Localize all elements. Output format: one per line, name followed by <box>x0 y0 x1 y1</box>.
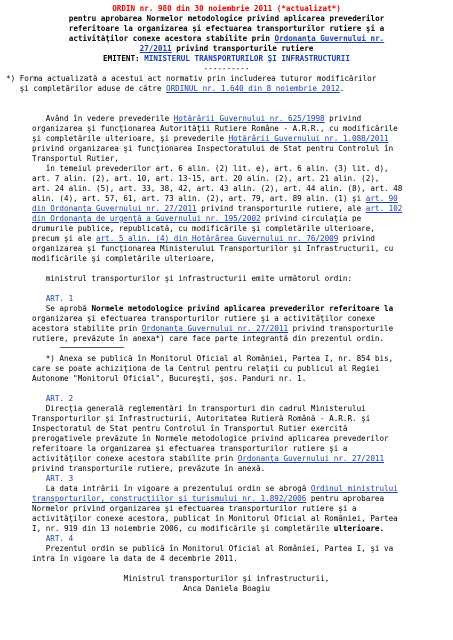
preamble-line-3: şi completările ulterioare, şi prevederile Hotărârii Guvernului nr. 1.088/2011 <box>32 134 389 143</box>
footnote-line-1: *) Anexa se publică în Monitorul Oficial al României, Partea I, nr. 854 bis, <box>32 354 394 363</box>
link-og-27-2011[interactable]: din Ordonanţa Guvernului nr. 27/2011 <box>32 204 197 213</box>
preamble-line-12: drumurile publice, republicată, cu modificările şi completările ulterioare, <box>32 224 375 233</box>
footnote-line-2: care se poate achiziţiona de la Centrul pentru relaţii cu publicul al Regiei <box>32 364 380 373</box>
article-2-line-1: Direcţia generală reglementări în transporturi din cadrul Ministerului <box>32 404 366 413</box>
title-line-5: 27/2011 privind transporturile rutiere <box>139 44 314 53</box>
article-1-line-4: rutiere, prevăzute în anexa*) care face parte integrantă din prezentul ordin. <box>32 334 385 343</box>
footnote-line-3: Autonome "Monitorul Oficial", Bucureşti, şos. Panduri nr. 1. <box>32 374 307 383</box>
enacting-clause: ministrul transporturilor şi infrastructurii emite următorul ordin: <box>32 274 353 283</box>
link-art-102[interactable]: art. 102 <box>365 204 403 213</box>
article-2-line-6: activităţilor conexe acestora stabilite prin Ordonanţa Guvernului nr. 27/2011 <box>32 454 385 463</box>
title-line-4: activităţilor conexe acestora stabilite prin Ordonanţa Guvernului nr. <box>68 34 385 43</box>
preamble-line-15: modificările şi completările ulterioare, <box>32 254 215 263</box>
article-1-heading: ART. 1 <box>32 294 74 303</box>
issuer-name: MINISTERUL TRANSPORTURILOR ŞI INFRASTRUCTURII <box>144 54 350 63</box>
preamble-line-14: organizarea şi funcţionarea Ministerului Transporturilor şi Infrastructurii, cu <box>32 244 394 253</box>
title-line-3: referitoare la organizarea şi efectuarea transporturilor rutiere şi a <box>68 24 385 33</box>
article-3-heading: ART. 3 <box>32 474 74 483</box>
preamble-line-1: Având în vedere prevederile Hotărârii Guvernului nr. 625/1998 privind <box>32 114 362 123</box>
article-1-line-1: Se aprobă Normele metodologice privind aplicarea prevederilor referitoare la <box>32 304 394 313</box>
link-og-27-2011-art1[interactable]: Ordonanţa Guvernului nr. 27/2011 <box>141 324 289 333</box>
article-3-line-4: activităţilor conexe acestora, publicat în Monitorul Oficial al României, Partea <box>32 514 398 523</box>
article-3-line-5: I, nr. 919 din 13 noiembrie 2006, cu modificările şi completările ulterioare. <box>32 524 385 533</box>
article-3-line-1: La data intrării în vigoare a prezentului ordin se abrogă Ordinul ministrului <box>32 484 398 493</box>
article-2-line-7: privind transporturile rutiere, prevăzute în anexă. <box>32 464 266 473</box>
title-line-2: pentru aprobarea Normelor metodologice privind aplicarea prevederilor <box>68 14 385 23</box>
article-1-line-3: acestora stabilite prin Ordonanţa Guvernului nr. 27/2011 privind transporturile <box>32 324 394 333</box>
preamble-line-6: în temeiul prevederilor art. 6 alin. (2) lit. e), art. 6 alin. (3) lit. d), <box>32 164 389 173</box>
update-note-line-2: şi completărilor aduse de către ORDINUL nr. 1.640 din 8 noiembrie 2012. <box>6 84 345 93</box>
update-note-line-1: *) Forma actualizată a acestui act normativ prin includerea tuturor modificărilor <box>6 74 377 83</box>
article-2-heading: ART. 2 <box>32 394 74 403</box>
article-1-line-2: organizarea şi efectuarea transporturilor rutiere şi a activităţilor conexe <box>32 314 375 323</box>
link-og-27-2011-title-cont[interactable]: 27/2011 <box>139 44 172 53</box>
article-2-line-4: prerogativele prevăzute în Normele metodologice privind aplicarea prevederilor <box>32 434 389 443</box>
link-og-27-2011-title[interactable]: Ordonanţa Guvernului nr. <box>274 34 385 43</box>
order-title: ORDIN nr. 980 din 30 noiembrie 2011 (*actualizat*) <box>112 4 341 13</box>
signature-name: Anca Daniela Boagiu <box>183 584 270 593</box>
link-art-90[interactable]: art. 90 <box>365 194 398 203</box>
link-ordin-1640-2012[interactable]: ORDINUL nr. 1.640 din 8 noiembrie 2012 <box>166 84 340 93</box>
preamble-line-10: din Ordonanţa Guvernului nr. 27/2011 privind transporturile rutiere, ale art. 102 <box>32 204 403 213</box>
issuer-line: EMITENT: MINISTERUL TRANSPORTURILOR ŞI INFRASTRUCTURII <box>103 54 350 63</box>
link-ordin-1892-2006-cont[interactable]: transporturilor, construcţiilor şi turismului nr. 1.892/2006 <box>32 494 307 503</box>
preamble-line-11: din Ordonanţa de urgenţă a Guvernului nr. 195/2002 privind circulaţia pe <box>32 214 362 223</box>
signature-title: Ministrul transporturilor şi infrastructurii, <box>123 574 330 583</box>
header-dashes: ---------- <box>203 64 250 73</box>
article-4-line-1: Prezentul ordin se publică în Monitorul Oficial al României, Partea I, şi va <box>32 544 394 553</box>
article-2-line-5: referitoare la organizarea şi efectuarea transporturilor rutiere şi a <box>32 444 348 453</box>
article-3-line-3: Normelor privind organizarea şi efectuarea transporturilor rutiere şi a <box>32 504 357 513</box>
article-2-line-2: Transporturilor şi Infrastructurii, Autoritatea Rutieră Română - A.R.R. şi <box>32 414 371 423</box>
preamble-line-7: art. 7 alin. (2), art. 10, art. 13-15, art. 20 alin. (2), art. 21 alin. (2), <box>32 174 380 183</box>
preamble-line-8: art. 24 alin. (5), art. 33, 38, 42, art. 43 alin. (2), art. 44 alin. (8), art. 48 <box>32 184 403 193</box>
article-4-heading: ART. 4 <box>32 534 74 543</box>
preamble-line-5: Transportul Rutier, <box>32 154 119 163</box>
article-2-line-3: Inspectoratul de Stat pentru Controlul în Transportul Rutier exercită <box>32 424 348 433</box>
preamble-line-2: organizarea şi funcţionarea Autorităţii Rutiere Române - A.R.R., cu modificările <box>32 124 398 133</box>
article-4-line-2: intra în vigoare la data de 4 decembrie 2011. <box>32 554 238 563</box>
link-hg-76-2009[interactable]: art. 5 alin. (4) din Hotărârea Guvernului nr. 76/2009 <box>96 234 339 243</box>
footnote-separator <box>60 347 124 348</box>
link-og-27-2011-art2[interactable]: Ordonanţa Guvernului nr. 27/2011 <box>237 454 385 463</box>
preamble-line-4: privind organizarea şi funcţionarea Inspectoratului de Stat pentru Controlul în <box>32 144 394 153</box>
link-ordin-1892-2006[interactable]: Ordinul ministrului <box>310 484 398 493</box>
link-hg-1088-2011[interactable]: Hotărârii Guvernului nr. 1.088/2011 <box>228 134 389 143</box>
preamble-line-13: precum şi ale art. 5 alin. (4) din Hotărârea Guvernului nr. 76/2009 privind <box>32 234 375 243</box>
link-hg-625-1998[interactable]: Hotărârii Guvernului nr. 625/1998 <box>173 114 325 123</box>
link-oug-195-2002[interactable]: din Ordonanţa de urgenţă a Guvernului nr. 195/2002 <box>32 214 261 223</box>
article-3-line-2: transporturilor, construcţiilor şi turismului nr. 1.892/2006 pentru aprobarea <box>32 494 385 503</box>
preamble-line-9: alin. (4), art. 57, 61, art. 73 alin. (2), art. 79, art. 89 alin. (1) şi art. 90 <box>32 194 398 203</box>
